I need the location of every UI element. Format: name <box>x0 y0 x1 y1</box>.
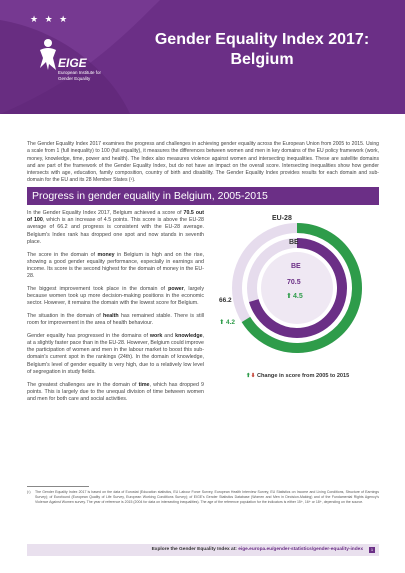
eu-change-label: 4.2 <box>226 319 236 326</box>
score-donut-chart <box>207 208 382 358</box>
paragraph-time: The greatest challenges are in the domain of time, which has dropped 9 points. This is largely due to the unequal division of time between women and men for both care and social activities. <box>27 381 204 402</box>
page-title: Gender Equality Index 2017: Belgium <box>154 31 370 68</box>
paragraph-score: In the Gender Equality Index 2017, Belgium achieved a score of 70.5 out of 100, which is an increase of 4.5 points. This score is above the EU-28 average of 66.2 and progress is consistent with the EU-28 average. Belgium's Index rank has dropped one spot and now stands in seventh place. <box>27 210 204 245</box>
footnote-text: The Gender Equality Index 2017 is based on the data of Eurostat (Education statistics, EU Labour Force Survey, European Health Interview Survey, EU Statistics on Income and Living Conditions, Structure of Earnings Survey); of Eurofound (European Quality of Life Survey, European Working Conditions Survey); of EIGE's Gender Statistics Database (Women and Men in Decision-Making) and of the Fundamental Rights Agency's Violence Against Women survey. The year of reference is 2015 (2004 for data on intersecting inequalities). The age of the reference population for the indicators is either 15+, 16+ or 18+, depending on the source. <box>35 490 379 504</box>
stars-icon: ★ ★ ★ <box>30 14 70 24</box>
be-center-label: BE <box>291 263 301 270</box>
main-text-column <box>27 210 204 409</box>
paragraph-power: The biggest improvement took place in the domain of power, largely because women took up more decision-making positions in the economic sector. However, it remains the domain with the lowest score for Belgium. <box>27 285 204 307</box>
index-link[interactable]: eige.europa.eu/gender-statistics/gender-equality-index <box>238 547 363 552</box>
increase-arrow-icon: ⬆ <box>246 373 251 379</box>
footer-label: Explore the Gender Equality Index at: <box>151 547 237 552</box>
footnote-number: (¹) <box>27 490 31 494</box>
be-change-arrow-icon: ⬆ <box>286 293 292 300</box>
page-number: 1 <box>370 547 374 552</box>
legend-text: Change in score from 2005 to 2015 <box>256 373 350 379</box>
eu-change-arrow-icon: ⬆ <box>219 319 225 326</box>
logo-text: EIGE <box>58 56 87 70</box>
section-heading: Progress in gender equality in Belgium, 2005-2015 <box>27 187 379 205</box>
chart-legend <box>246 373 349 379</box>
be-ring-label: BE <box>289 239 299 246</box>
intro-paragraph: The Gender Equality Index 2017 examines the progress and challenges in achieving gender equality across the European Union from 2005 to 2015. Using a scale from 1 (full inequality) to 100 (full equality), it measures the differences between women and men in key domains of the EU policy framework (work, money, knowledge, time, power and health). The Index also measures violence against women and intersecting inequalities. These are satellite domains and are part of the framework of the Gender Equality Index, but do not have an impact on the overall score. Intersecting inequalities show how gender intersects with age, education, family composition, country of birth and disability. The Gender Equality Index provides results for each domain and sub-domain for the EU and its 28 Member States (¹). <box>27 141 379 184</box>
decrease-arrow-icon: ⬇ <box>250 373 256 379</box>
footer-bar <box>27 544 379 556</box>
eige-logo[interactable] <box>30 14 100 94</box>
header-banner <box>0 0 405 114</box>
eige-figure-icon <box>36 38 60 72</box>
logo-subtitle: European Institute for Gender Equality <box>58 70 102 81</box>
be-score-label: 70.5 <box>287 279 301 286</box>
eu-score-label: 66.2 <box>219 297 232 304</box>
paragraph-health: The situation in the domain of health has remained stable. There is still room for improvement in the area of health behaviour. <box>27 312 205 327</box>
eu-ring-label: EU-28 <box>272 215 292 222</box>
be-change-label: 4.5 <box>293 293 303 300</box>
paragraph-work-knowledge: Gender equality has progressed in the domains of work and knowledge, at a slightly faster pace than in the EU-28. However, Belgium could improve the participation of women and men in the labour market to boost this sub-domain's current spot in the rankings (24th). In the domain of knowledge, Belgium's level of gender equality is very high, due to a relatively low level of segregation in study fields. <box>27 332 204 375</box>
paragraph-money: The score in the domain of money in Belgium is high and on the rise, showing a good gender equality performance, especially in earnings and income. Its score is the second highest for the domain of money in the EU-28. <box>27 251 204 280</box>
footnote-divider <box>27 486 89 487</box>
footnote <box>27 490 379 505</box>
